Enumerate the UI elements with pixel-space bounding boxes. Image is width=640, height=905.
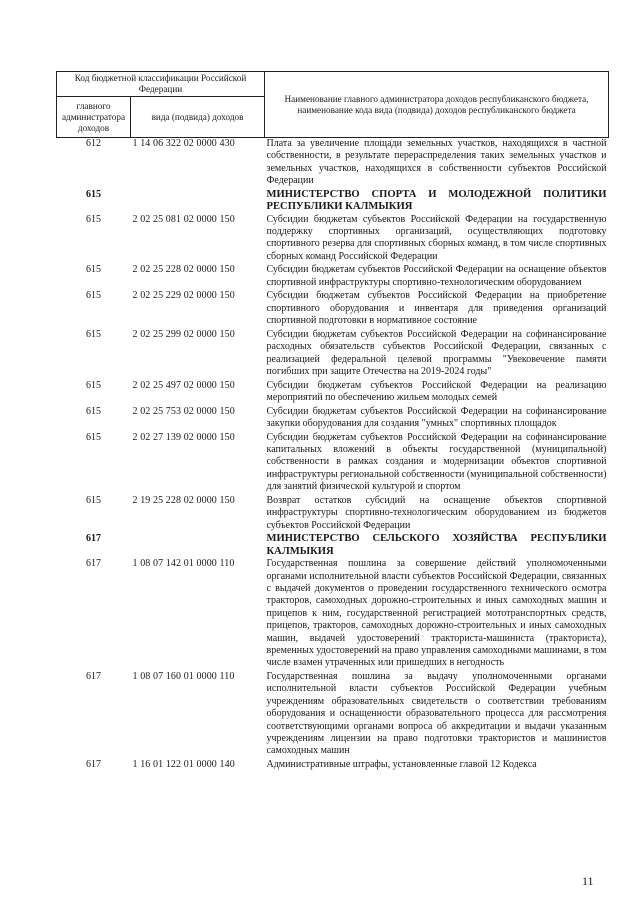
admin-code-cell: 612 xyxy=(86,138,101,149)
ministry-heading-row xyxy=(57,533,609,558)
admin-code-cell: 615 xyxy=(86,213,101,225)
kind-column-header: вида (подвида) доходов xyxy=(131,97,265,138)
revenue-name-cell: Субсидии бюджетам субъектов Российской Федерации на софинансирование закупки оборудования для создания "умных" спортивных площадок xyxy=(266,405,607,430)
revenue-name-cell: Субсидии бюджетам субъектов Российской Федерации на оснащение объектов спортивной инфраструктуры спортивно-технологическим оборудованием xyxy=(266,264,607,288)
revenue-code-cell: 2 02 27 139 02 0000 150 xyxy=(132,431,235,443)
revenue-name-cell: Субсидии бюджетам субъектов Российской Федерации на государственную поддержку спортивных организаций, осуществляющих подготовку спортивного резерва для спортивных сборных команд, в том числе спортивных сборных команд Российской Федерации xyxy=(266,213,607,262)
revenue-name-cell: Субсидии бюджетам субъектов Российской Федерации на софинансирование расходных обязательств субъектов Российской Федерации, связанных с реализацией федеральной целевой программы "Увековечение памяти погибших при защите Отечества на 2019-2024 годы" xyxy=(266,328,607,378)
ministry-heading-row xyxy=(57,189,609,214)
revenue-code-cell: 2 02 25 229 02 0000 150 xyxy=(132,290,235,302)
table-row xyxy=(57,290,609,328)
revenue-name-cell: Субсидии бюджетам субъектов Российской Федерации на реализацию мероприятий по обеспечению жильем молодых семей xyxy=(266,379,607,404)
admin-code-cell: 617 xyxy=(86,758,101,770)
page-number: 11 xyxy=(582,874,594,888)
revenue-code-cell: 2 02 25 497 02 0000 150 xyxy=(132,379,235,391)
table-row xyxy=(57,558,609,671)
revenue-name-cell: Субсидии бюджетам субъектов Российской Федерации на приобретение спортивного оборудования и инвентаря для приведения организаций спортивной подготовки в нормативное состояние xyxy=(266,290,607,327)
revenue-code-cell: 2 19 25 228 02 0000 150 xyxy=(132,494,235,506)
revenue-code-cell xyxy=(131,533,265,558)
revenue-code-cell: 1 14 06 322 02 0000 430 xyxy=(132,138,235,149)
table-row xyxy=(57,138,609,189)
revenue-code-cell xyxy=(131,189,265,214)
admin-code-cell: 617 xyxy=(86,670,101,682)
revenue-name-cell: Государственная пошлина за совершение действий уполномоченными органами исполнительной власти субъектов Российской Федерации, связанных с выдачей документов о проведении государственного технического осмотра тракторов, самоходных дорожно-строительных и иных самоходных машин и прицепов к ним, государственной регистрацией мототранспортных средств, прицепов, тракторов, самоходных дорожно-строительных и иных самоходных машин, выдачей удостоверений тракториста-машиниста (тракториста), временных удостоверений на право управления самоходными машинами, в том числе взамен утраченных или пришедших в негодность xyxy=(266,558,607,669)
table-row xyxy=(57,671,609,759)
ministry-name-cell: МИНИСТЕРСТВО СЕЛЬСКОГО ХОЗЯЙСТВА РЕСПУБЛИКИ КАЛМЫКИЯ xyxy=(266,533,607,557)
admin-code-cell: 617 xyxy=(86,533,101,545)
name-column-header: Наименование главного администратора доходов республиканского бюджета, наименование кода вида (подвида) доходов республиканского бюджета xyxy=(265,72,609,138)
admin-code-cell: 617 xyxy=(86,558,101,570)
revenue-code-cell: 1 08 07 142 01 0000 110 xyxy=(132,558,235,570)
revenue-code-cell: 2 02 25 081 02 0000 150 xyxy=(132,213,235,225)
table-row xyxy=(57,329,609,380)
admin-code-cell: 615 xyxy=(86,431,101,443)
table-row xyxy=(57,380,609,406)
admin-code-cell: 615 xyxy=(86,264,101,276)
table-row xyxy=(57,264,609,290)
table-row xyxy=(57,759,609,773)
admin-code-cell: 615 xyxy=(86,290,101,302)
revenue-name-cell: Государственная пошлина за выдачу уполномоченными органами исполнительной власти субъектов Российской Федерации учебным учреждениям образовательных свидетельств о соответствии требованиям оборудования и оснащенности образовательного процесса для рассмотрения соответствующими органами вопроса об аккредитации и выдачи указанным учреждениям лицензии на право подготовки трактористов и машинистов самоходных машин xyxy=(266,670,607,757)
revenue-name-cell: Административные штрафы, установленные главой 12 Кодекса xyxy=(266,758,537,770)
admin-column-header: главного администратора доходов xyxy=(57,97,131,138)
revenue-name-cell: Плата за увеличение площади земельных участков, находящихся в частной собственности, в результате перераспределения таких земельных участков и земельных участков, находящихся в собственности субъектов Российской Федерации xyxy=(266,138,607,187)
revenue-table xyxy=(56,71,609,773)
admin-code-cell: 615 xyxy=(86,328,101,340)
revenue-code-cell: 2 02 25 753 02 0000 150 xyxy=(132,405,235,417)
admin-code-cell: 615 xyxy=(86,379,101,391)
revenue-code-cell: 1 16 01 122 01 0000 140 xyxy=(132,758,235,770)
admin-code-cell: 615 xyxy=(86,494,101,506)
revenue-code-cell: 2 02 25 228 02 0000 150 xyxy=(132,264,235,276)
table-row xyxy=(57,495,609,533)
revenue-name-cell: Возврат остатков субсидий на оснащение объектов спортивной инфраструктуры спортивно-технологическим оборудованием из бюджетов субъектов Российской Федерации xyxy=(266,494,607,531)
table-row xyxy=(57,214,609,265)
code-group-header: Код бюджетной классификации Российской Федерации xyxy=(57,72,265,97)
admin-code-cell: 615 xyxy=(86,405,101,417)
revenue-name-cell: Субсидии бюджетам субъектов Российской Федерации на софинансирование капитальных вложений в объекты государственной (муниципальной) собственности в рамках создания и модернизации объектов спортивной инфраструктуры региональной собственности (муниципальной собственности) для занятий физической культурой и спортом xyxy=(266,431,607,493)
revenue-code-cell: 1 08 07 160 01 0000 110 xyxy=(132,670,235,682)
admin-code-cell: 615 xyxy=(86,188,101,200)
ministry-name-cell: МИНИСТЕРСТВО СПОРТА И МОЛОДЕЖНОЙ ПОЛИТИКИ РЕСПУБЛИКИ КАЛМЫКИЯ xyxy=(266,188,607,213)
revenue-code-cell: 2 02 25 299 02 0000 150 xyxy=(132,328,235,340)
table-row xyxy=(57,432,609,495)
table-row xyxy=(57,406,609,432)
table-body xyxy=(57,138,609,773)
